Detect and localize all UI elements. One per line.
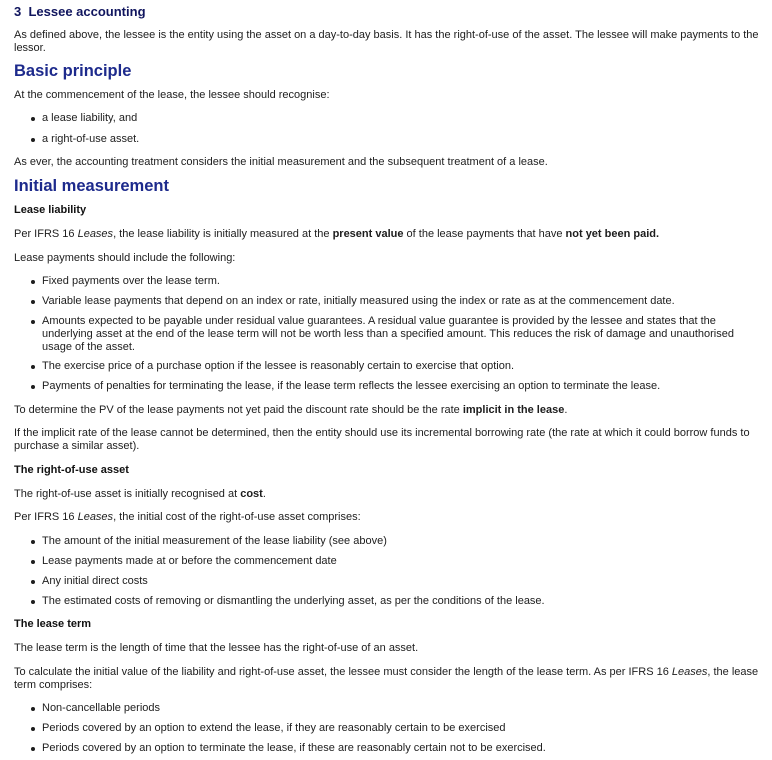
lease-term-definition: The lease term is the length of time that the lessee has the right-of-use of an asset. bbox=[14, 642, 419, 654]
section-title: Lessee accounting bbox=[28, 4, 146, 19]
rou-comprises-paragraph: Per IFRS 16 Leases, the initial cost of the right-of-use asset comprises: bbox=[14, 511, 361, 523]
lease-payments-lead: Lease payments should include the following: bbox=[14, 252, 236, 264]
list-item: a right-of-use asset. bbox=[42, 133, 760, 146]
lease-liability-paragraph: Per IFRS 16 Leases, the lease liability is initially measured at the present value of the lease payments that have not yet been paid. bbox=[14, 228, 660, 240]
list-item: Amounts expected to be payable under residual value guarantees. A residual value guarantee is provided by the lessee and states that the underlying asset at the end of the lease term will not be worth less than a specified amount. This reduces the risk of damage and unauthorised usage of the asset. bbox=[42, 315, 760, 354]
basic-principle-heading: Basic principle bbox=[14, 62, 132, 80]
lease-term-heading: The lease term bbox=[14, 618, 92, 630]
intro-paragraph: As defined above, the lessee is the entity using the asset on a day-to-day basis. It has the right-of-use of the asset. The lessee will make payments to the lessor. bbox=[14, 29, 759, 54]
list-item: The exercise price of a purchase option if the lessee is reasonably certain to exercise that option. bbox=[42, 360, 760, 373]
list-item: Periods covered by an option to terminate the lease, if these are reasonably certain not to be exercised. bbox=[42, 742, 760, 755]
list-item: Periods covered by an option to extend the lease, if they are reasonably certain to be exercised bbox=[42, 722, 760, 735]
list-item: Lease payments made at or before the commencement date bbox=[42, 555, 760, 568]
list-item: Variable lease payments that depend on an index or rate, initially measured using the index or rate as at the commencement date. bbox=[42, 295, 760, 308]
list-item: The amount of the initial measurement of the lease liability (see above) bbox=[42, 535, 760, 548]
basic-principle-lead: At the commencement of the lease, the lessee should recognise: bbox=[14, 89, 330, 101]
list-item: Any initial direct costs bbox=[42, 575, 760, 588]
rou-asset-heading: The right-of-use asset bbox=[14, 464, 129, 476]
section-number: 3 bbox=[14, 4, 22, 19]
list-item: Fixed payments over the lease term. bbox=[42, 275, 760, 288]
list-item: a lease liability, and bbox=[42, 112, 760, 125]
rou-cost-paragraph: The right-of-use asset is initially recognised at cost. bbox=[14, 488, 266, 500]
section-heading bbox=[14, 4, 760, 19]
initial-measurement-heading: Initial measurement bbox=[14, 177, 169, 195]
discount-rate-paragraph: To determine the PV of the lease payments not yet paid the discount rate should be the rate implicit in the lease. bbox=[14, 404, 568, 416]
lease-liability-heading: Lease liability bbox=[14, 204, 87, 216]
lease-term-calculation: To calculate the initial value of the liability and right-of-use asset, the lessee must consider the length of the lease term. As per IFRS 16 Leases, the lease term comprises: bbox=[14, 666, 759, 691]
incremental-rate-paragraph: If the implicit rate of the lease cannot be determined, then the entity should use its incremental borrowing rate (the rate at which it could borrow funds to purchase a similar asset). bbox=[14, 427, 750, 452]
list-item: Payments of penalties for terminating the lease, if the lease term reflects the lessee exercising an option to terminate the lease. bbox=[42, 380, 760, 393]
basic-principle-closing: As ever, the accounting treatment considers the initial measurement and the subsequent treatment of a lease. bbox=[14, 156, 548, 168]
list-item: The estimated costs of removing or dismantling the underlying asset, as per the conditions of the lease. bbox=[42, 595, 760, 608]
list-item: Non-cancellable periods bbox=[42, 702, 760, 715]
